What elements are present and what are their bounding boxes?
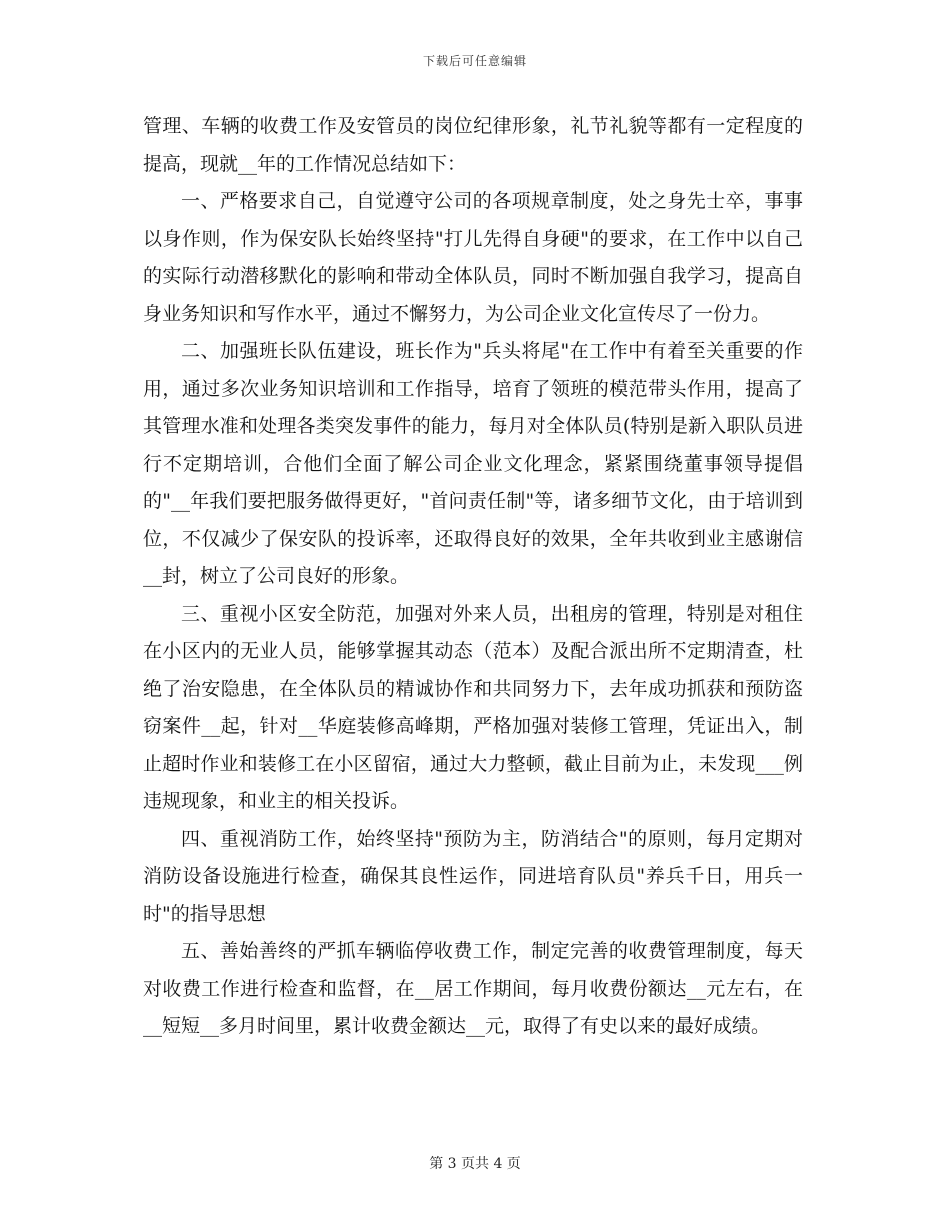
page-header: 下载后可任意编辑: [422, 54, 527, 68]
paragraph-section-5: 五、善始善终的严抓车辆临停收费工作，制定完善的收费管理制度，每天对收费工作进行检查和监督，在__居工作期间，每月收费份额达__元左右，在__短短__多月时间里，累计收费金额达__元，取得了有史以来的最好成绩。: [143, 940, 803, 1037]
page-footer: 第 3 页共 4 页: [429, 1156, 521, 1172]
document-body: [143, 108, 803, 1046]
paragraph-section-4: 四、重视消防工作，始终坚持"预防为主，防消结合"的原则，每月定期对消防设备设施进行检查，确保其良性运作，同进培育队员"养兵千日，用兵一时"的指导思想: [143, 827, 803, 925]
paragraph-section-3: 三、重视小区安全防范，加强对外来人员，出租房的管理，特别是对租住在小区内的无业人员，能够掌握其动态（范本）及配合派出所不定期清查，杜绝了治安隐患，在全体队员的精诚协作和共同努力下，去年成功抓获和预防盗窃案件__起，针对__华庭装修高峰期，严格加强对装修工管理，凭证出入，制止超时作业和装修工在小区留宿，通过大力整顿，截止目前为止，未发现___例违规现象，和业主的相关投诉。: [143, 602, 803, 812]
paragraph-section-1: 一、严格要求自己，自觉遵守公司的各项规章制度，处之身先士卒，事事以身作则，作为保安队长始终坚持"打儿先得自身硬"的要求，在工作中以自己的实际行动潜移默化的影响和带动全体队员，同时不断加强自我学习，提高自身业务知识和写作水平，通过不懈努力，为公司企业文化宣传尽了一份力。: [143, 190, 803, 325]
paragraph-section-2: 二、加强班长队伍建设，班长作为"兵头将尾"在工作中有着至关重要的作用，通过多次业务知识培训和工作指导，培育了领班的模范带头作用，提高了其管理水准和处理各类突发事件的能力，每月对全体队员(特别是新入职队员进行不定期培训，合他们全面了解公司企业文化理念，紧紧围绕董事领导提倡的"__年我们要把服务做得更好，"首问责任制"等，诸多细节文化，由于培训到位，不仅减少了保安队的投诉率，还取得良好的效果，全年共收到业主感谢信__封，树立了公司良好的形象。: [143, 340, 803, 587]
paragraph-intro: 管理、车辆的收费工作及安管员的岗位纪律形象，礼节礼貌等都有一定程度的提高，现就__年的工作情况总结如下：: [143, 115, 803, 175]
